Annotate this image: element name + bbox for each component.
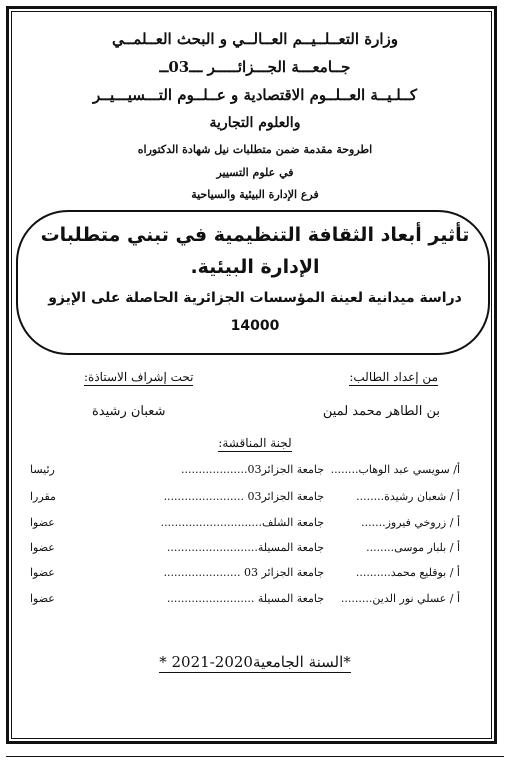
student-name: بن الطاهر محمد لمين — [322, 404, 440, 419]
member-role: عضوا — [30, 592, 55, 605]
faculty-heading-continued: والعلوم التجارية — [209, 115, 301, 131]
thesis-subtitle: دراسة ميدانية لعينة المؤسسات الجزائرية الحاصلة على الإيزو — [48, 290, 462, 306]
committee-member — [30, 592, 460, 612]
member-name: أ / بلبار موسى........ — [366, 541, 460, 554]
ministry-heading: وزارة التعــلــيــم العــالــي و البحث العــلمــي — [111, 30, 399, 48]
page-bottom-rule — [6, 756, 504, 757]
thesis-purpose: اطروحة مقدمة ضمن متطلبات نيل شهادة الدكتوراه — [137, 143, 373, 156]
member-name: أ / شعبان رشيدة........ — [356, 490, 460, 503]
faculty-heading: كــلـيــة العــلــوم الاقتصادية و عــلــوم التـــسيـــيــر — [92, 86, 418, 104]
member-name: أ/ سويسي عبد الوهاب........ — [330, 463, 460, 476]
member-role: مقررا — [30, 490, 56, 503]
committee-member — [30, 463, 460, 483]
thesis-title-line-1: تأثير أبعاد الثقافة التنظيمية في تبني متطلبات — [40, 224, 470, 246]
member-role: عضوا — [30, 541, 55, 554]
thesis-subtitle-iso: 14000 — [230, 318, 280, 334]
member-name: أ / عسلي نور الدين......... — [340, 592, 460, 605]
committee-member — [30, 490, 460, 510]
branch-of-study: فرع الإدارة البيئية والسياحية — [191, 188, 319, 201]
committee-label: لجنة المناقشة: — [218, 436, 292, 450]
university-heading: جــامعـــة الجـــزائـــــر ـــ03ــ — [159, 58, 351, 76]
member-institution: جامعة الجزائر03................... — [181, 463, 324, 476]
thesis-title-line-2: الإدارة البيئية. — [190, 256, 320, 278]
supervisor-name: شعبان رشيدة — [92, 404, 166, 419]
committee-member — [30, 516, 460, 536]
member-institution: جامعة الجزائر 03 ...................... — [163, 566, 324, 579]
committee-member — [30, 541, 460, 561]
member-role: عضوا — [30, 566, 55, 579]
field-of-study: في علوم التسيير — [216, 166, 294, 179]
member-name: أ / زروخي فيروز....... — [361, 516, 460, 529]
supervisor-label: تحت إشراف الاستاذة: — [84, 370, 194, 384]
member-role: رئيسا — [30, 463, 55, 476]
prepared-by-label: من إعداد الطالب: — [349, 370, 438, 384]
committee-heading — [20, 436, 490, 450]
academic-year-text: *السنة الجامعية2020-2021 * — [159, 653, 351, 671]
member-institution: جامعة المسيلة.......................... — [166, 541, 324, 554]
academic-year — [20, 653, 490, 671]
member-institution: جامعة المسيلة ......................... — [166, 592, 324, 605]
member-institution: جامعة الجزائر03 ....................... — [163, 490, 324, 503]
committee-member — [30, 566, 460, 586]
member-name: أ / بوقليع محمد.......... — [355, 566, 460, 579]
member-institution: جامعة الشلف............................. — [160, 516, 324, 529]
member-role: عضوا — [30, 516, 55, 529]
title-box — [16, 210, 490, 355]
